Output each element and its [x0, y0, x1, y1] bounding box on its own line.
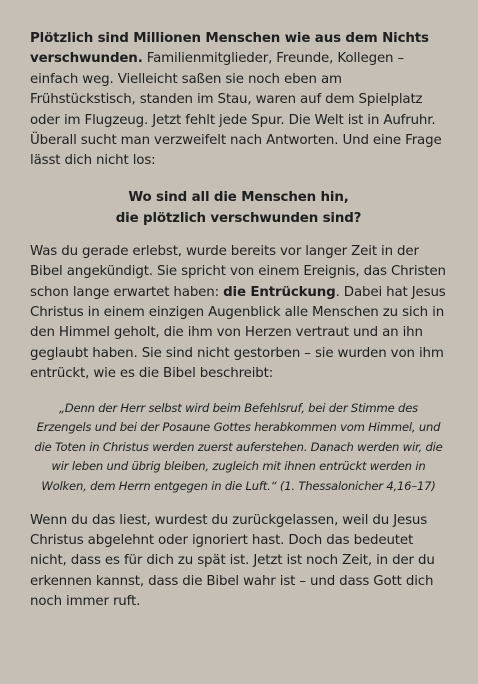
- quote-text: „Denn der Herr selbst wird beim Befehlsruf, bei der Stimme des Erzengels und bei der Posaune Gottes herabkommen vom Himmel, und die Toten in Christus werden zuerst auferstehen. Danach werden wir, die wir leben und übrig bleiben, zugleich mit ihnen entrückt werden in Wolken, dem Herrn entgegen in die Luft.“: [34, 400, 443, 494]
- question-line-1: Wo sind all die Menschen hin,: [128, 189, 349, 205]
- central-question: [30, 187, 447, 229]
- body-bold-term: die Entrückung: [223, 284, 336, 300]
- explanation-paragraph: [30, 242, 447, 385]
- intro-text: Familienmitglieder, Freunde, Kollegen – einfach weg. Vielleicht saßen sie noch eben am Frühstückstisch, standen im Stau, waren auf dem Spielplatz oder im Flugzeug. Jetzt fehlt jede Spur. Die Welt ist in Aufruhr. Überall sucht man verzweifelt nach Antworten. Und eine Frage lässt dich nicht los:: [30, 51, 442, 169]
- intro-bold-lead: Plötzlich sind Millionen Menschen wie aus dem Nichts verschwunden.: [30, 31, 429, 67]
- body-text-after: . Dabei hat Jesus Christus in einem einzigen Augenblick alle Menschen zu sich in den Himmel geholt, die ihm von Herzen vertraut und an ihn geglaubt haben. Sie sind nicht gestorben – sie wurden von ihm entrückt, wie es die Bibel beschreibt:: [30, 284, 446, 382]
- question-line-2: die plötzlich verschwunden sind?: [115, 210, 362, 226]
- closing-paragraph: [30, 511, 447, 613]
- bible-quote: [30, 399, 447, 497]
- outro-text: Wenn du das liest, wurdest du zurückgelassen, weil du Jesus Christus abgelehnt oder ignoriert hast. Doch das bedeutet nicht, dass es für dich zu spät ist. Jetzt ist noch Zeit, in der du erkennen kannst, dass die Bibel wahr ist – und dass Gott dich noch immer ruft.: [30, 512, 435, 610]
- body-text-before: Was du gerade erlebst, wurde bereits vor langer Zeit in der Bibel angekündigt. Sie spricht von einem Ereignis, das Christen schon lange erwartet haben:: [30, 243, 446, 300]
- intro-paragraph: [30, 29, 447, 172]
- quote-reference: (1. Thessalonicher 4,16–17): [279, 479, 436, 494]
